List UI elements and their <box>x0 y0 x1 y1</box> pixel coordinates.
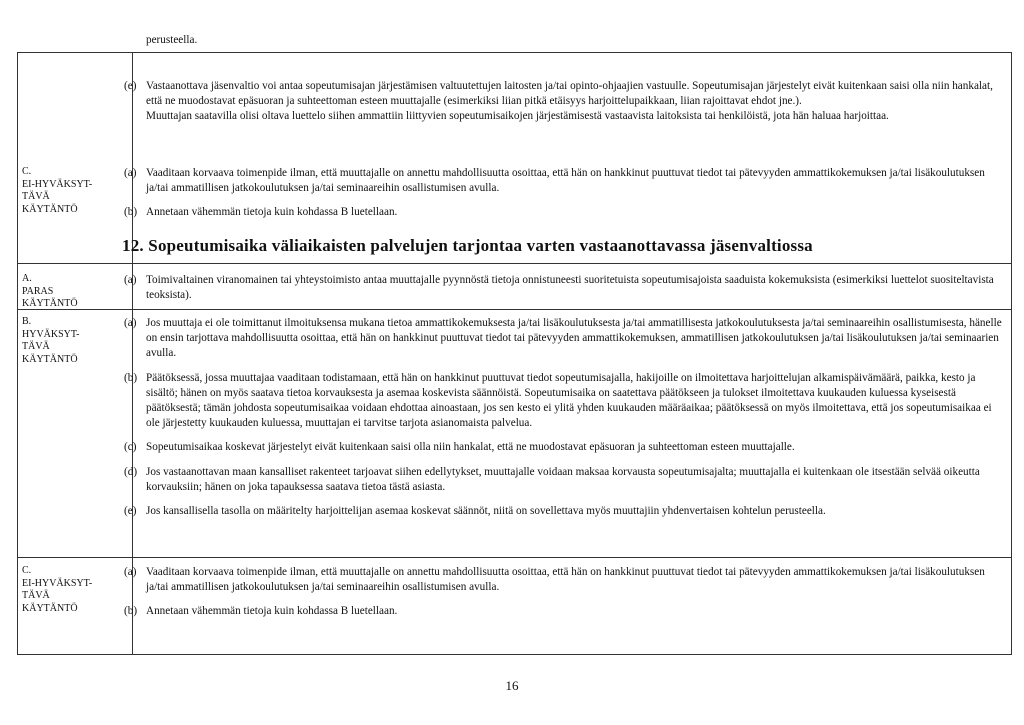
section-label: B. HYVÄKSYT- TÄVÄ KÄYTÄNTÖ <box>22 316 80 365</box>
item-b: (b) Annetaan vähemmän tietoja kuin kohdassa B luetellaan. <box>124 206 398 219</box>
item-d: (d) Jos vastaanottavan maan kansalliset rakenteet tarjoavat siihen edellytykset, muuttajalle voidaan maksaa korvausta sopeutumisajalta; muuttajalla ei kuitenkaan ole itsestään selvää oikeutta korvauksiin; hänen on joka tapauksessa saatava tietoa tästä asiasta. <box>124 465 980 493</box>
item-a: (a) Vaaditaan korvaava toimenpide ilman, että muuttajalle on annettu mahdollisuutta osoittaa, että hän on hankkinut puuttuvat tiedot tai pätevyyden ammattikokemuksen ja/tai lisäkoulutuksen ja/tai ammatillisen jatkokoulutuksen ja/tai seminaareihin osallistumisen avulla. <box>124 566 985 594</box>
item-a: (a) Jos muuttaja ei ole toimittanut ilmoituksensa mukana tietoa ammattikokemuksesta ja/tai lisäkoulutuksesta ja/tai ammatillisesta jatkokoulutuksesta ja/tai seminaareihin osallistumisesta, hänelle on ensin tarjottava mahdollisuutta osoittaa, että hän on hankkinut puuttuvat tiedot tai pätevyyden ammattikokemuksen, ammatillisen jatkokoulutuksen ja/tai lisäkoulutuksen ja/tai seminaarien avulla. <box>124 317 1002 360</box>
guideline-table <box>17 34 1012 655</box>
item-b: (b) Päätöksessä, jossa muuttajaa vaaditaan todistamaan, että hän on hankkinut puuttuvat tiedot sopeutumisajalla, hakijoille on ilmoitettava harjoittelujan alkamispäivämäärä, paikka, kesto ja sisältö; hänen on myös saatava tietoa korvauksesta ja asemaa koskevista säännöistä. Sopeutumisaika on saatettava päätökseen ja tulokset ilmoitettava kuukauden kuluessa kyseisestä päätöksestä; tämän johdosta sopeutumisaikaa voidaan ehdottaa ainoastaan, jos sen kesto ei ylitä yhden kuukauden määräaikaa; päätöksessä on myös ilmoitettava, että jos sopeutumisaikaa ei ole järjestetty kuukauden kuluessa, muuttajan ei tarvitse tarjota asianomaista palvelua. <box>124 371 992 430</box>
section-label: C. EI-HYVÄKSYT- TÄVÄ KÄYTÄNTÖ <box>22 565 93 614</box>
item-e: (e) Jos kansallisella tasolla on määritelty harjoittelijan asemaa koskevat säännöt, niitä on sovellettava myös muuttajiin yhdenvertaisen kohtelun perusteella. <box>124 505 826 518</box>
carryover-text: perusteella. <box>146 34 198 46</box>
item-a: (a) Toimivaltainen viranomainen tai yhteystoimisto antaa muuttajalle pyynnöstä tietoja onnistuneesti suoritetuista sopeutumisajoista saaduista kokemuksista (esimerkiksi luettelot suositeltavista teoksista). <box>124 274 994 302</box>
item-mark: (e) <box>124 80 137 92</box>
item-text-continued: Muuttajan saatavilla olisi oltava luettelo siihen ammattiin liittyvien sopeutumisaikojen järjestämisestä vastaavista laitoksista tai henkilöistä, jota hän haluaa harjoittaa. <box>146 110 889 123</box>
row-divider <box>18 557 1011 558</box>
item-b: (b) Annetaan vähemmän tietoja kuin kohdassa B luetellaan. <box>124 605 398 618</box>
row-divider <box>18 263 1011 264</box>
row-divider <box>18 309 1011 310</box>
section-label: A. PARAS KÄYTÄNTÖ <box>22 273 78 309</box>
page-number: 16 <box>505 678 519 693</box>
section-heading: 12. Sopeutumisaika väliaikaisten palvelujen tarjontaa varten vastaanottavassa jäsenvaltiossa <box>122 236 813 255</box>
section-label: C. EI-HYVÄKSYT- TÄVÄ KÄYTÄNTÖ <box>22 166 93 215</box>
item-text: Vastaanottava jäsenvaltio voi antaa sopeutumisajan järjestämisen valtuutettujen laitosten ja/tai opinto-ohjaajien vastuulle. Sopeutumisajan järjestelyt eivät kuitenkaan saisi olla niin hankalat, että ne muodostavat epäsuoran ja suhteettoman esteen muuttajalle (esimerkiksi liian pitkä etäisyys harjoittelupaikkaan, liian rajoittavat ehdot jne.). <box>146 80 993 108</box>
item-a: (a) Vaaditaan korvaava toimenpide ilman, että muuttajalle on annettu mahdollisuutta osoittaa, että hän on hankkinut puuttuvat tiedot tai pätevyyden ammattikokemuksen ja/tai lisäkoulutuksen ja/tai ammatillisen jatkokoulutuksen ja/tai seminaareihin osallistumisen avulla. <box>124 167 985 195</box>
item-c: (c) Sopeutumisaikaa koskevat järjestelyt eivät kuitenkaan saisi olla niin hankalat, että ne muodostavat epäsuoran ja suhteettoman esteen muuttajalle. <box>124 441 795 454</box>
